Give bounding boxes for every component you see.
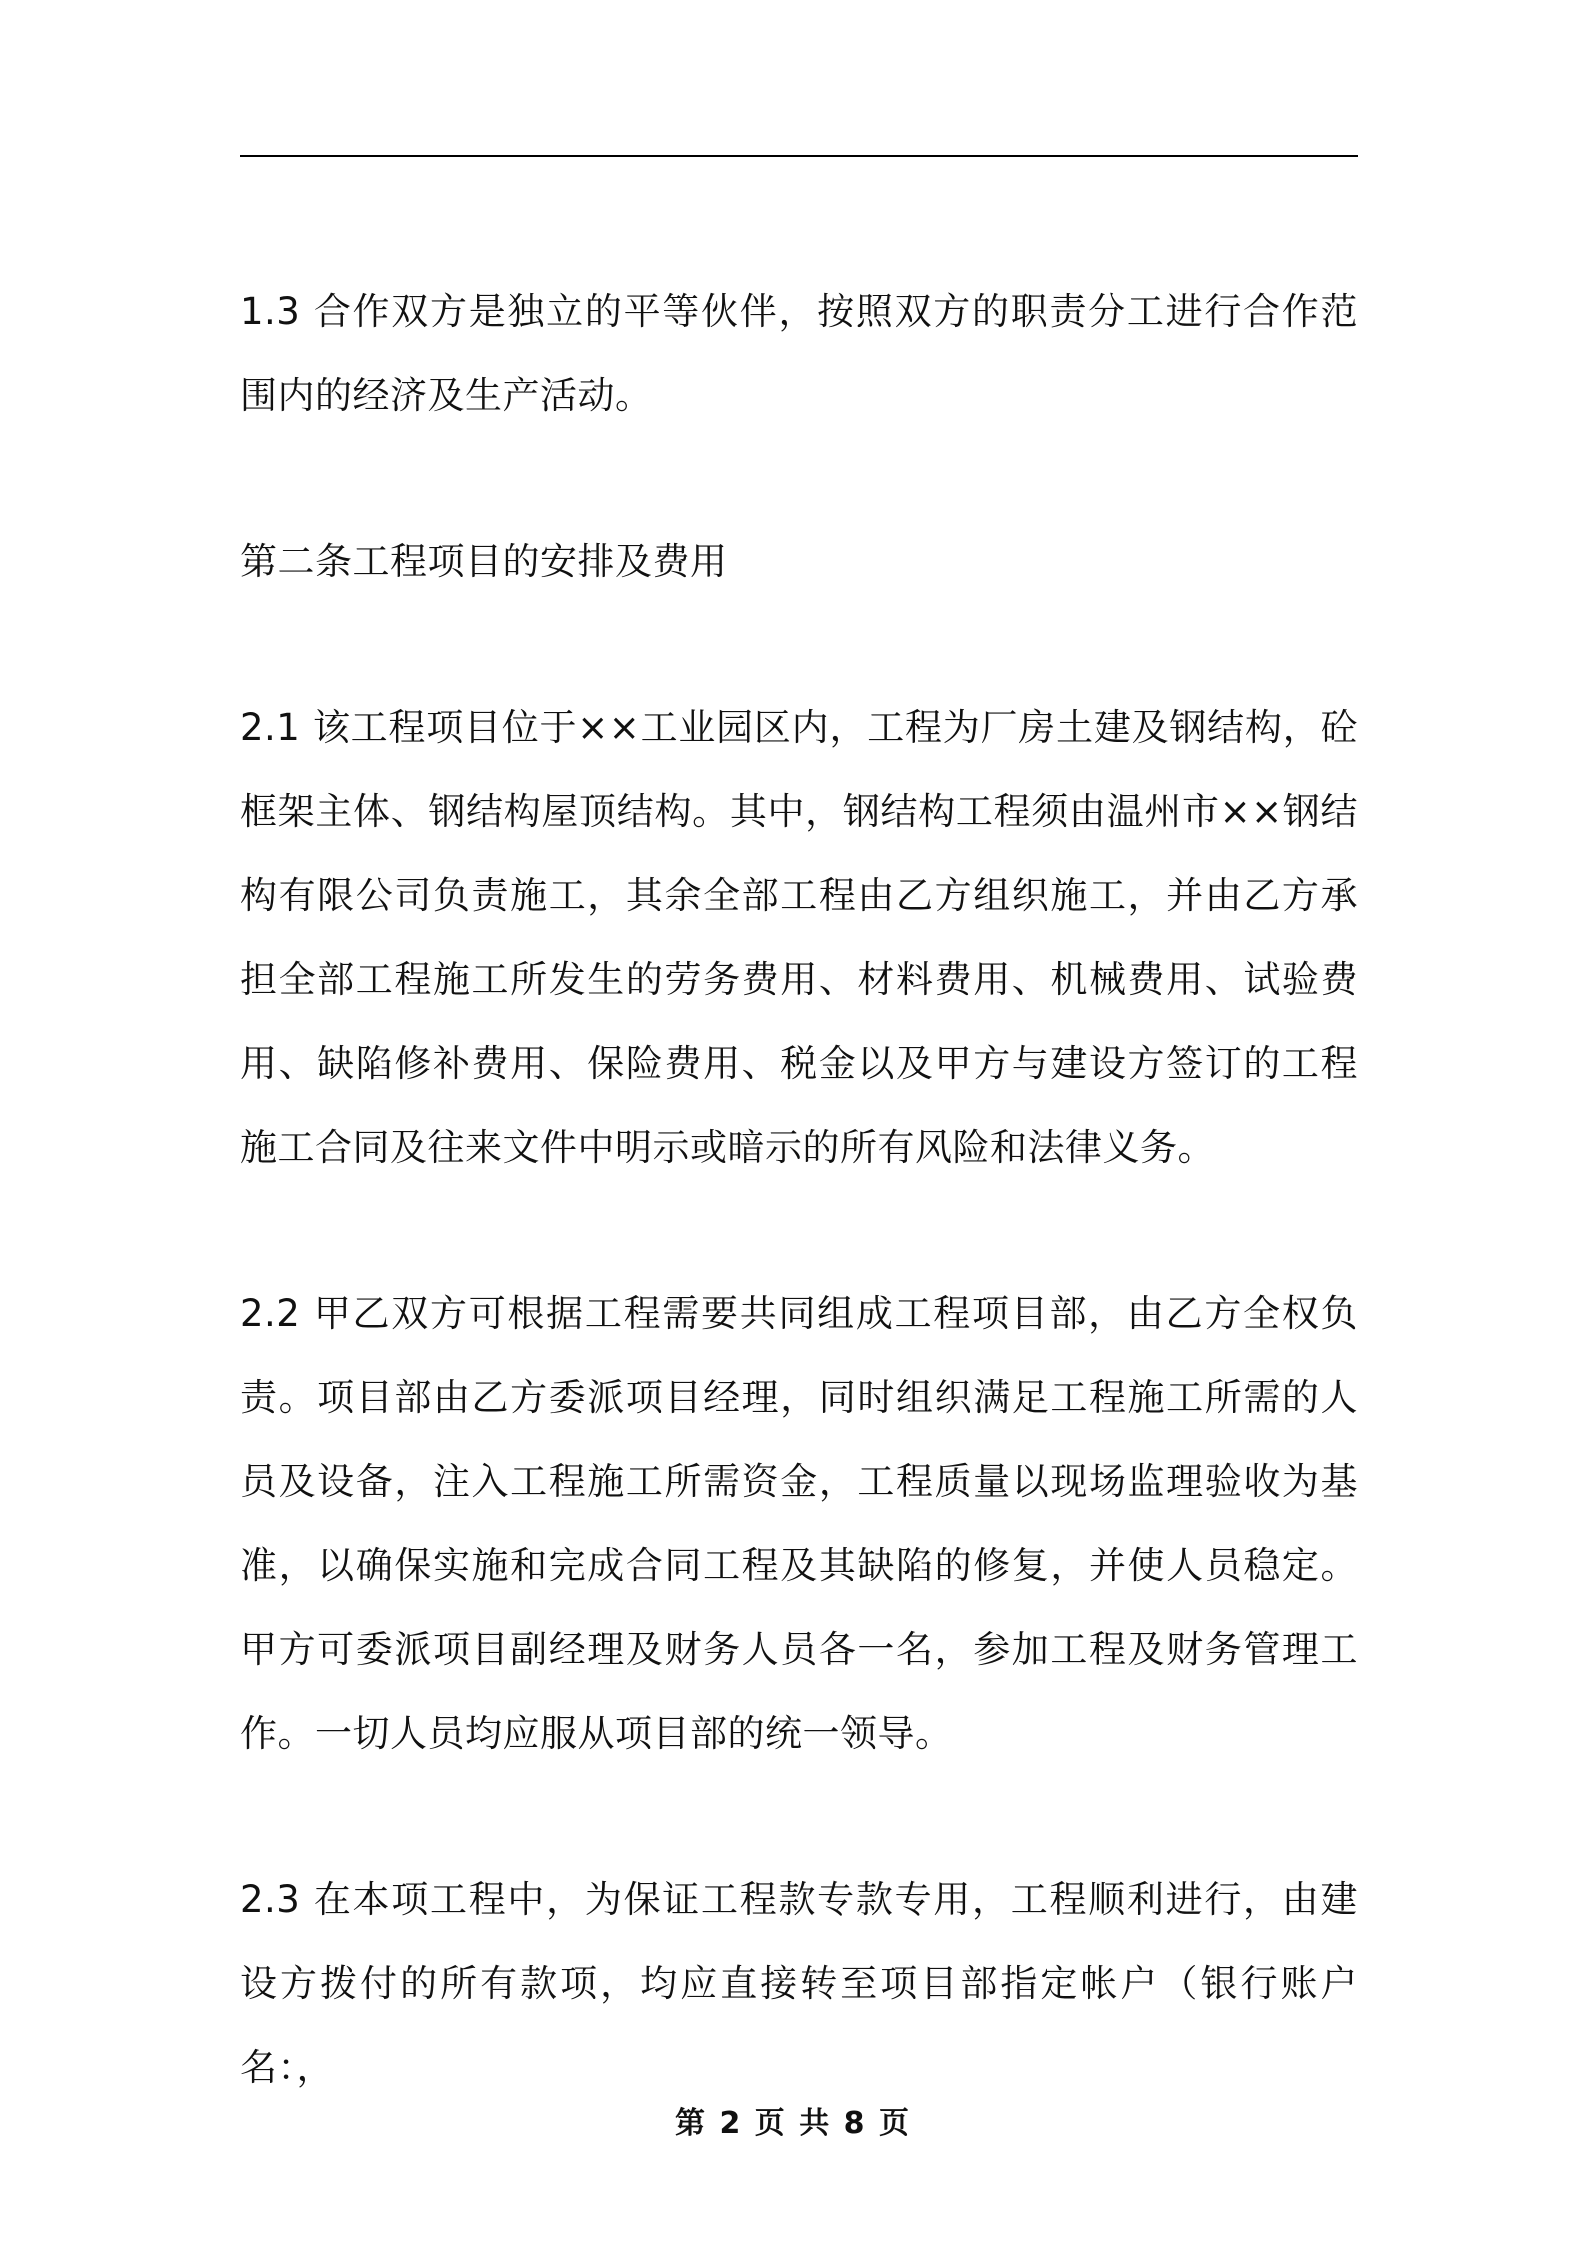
paragraph-2-1: 2.1 该工程项目位于××工业园区内，工程为厂房土建及钢结构，砼框架主体、钢结构屋顶结构。其中，钢结构工程须由温州市××钢结构有限公司负责施工，其余全部工程由乙方组织施工，并由乙方承担全部工程施工所发生的劳务费用、材料费用、机械费用、试验费用、缺陷修补费用、保险费用、税金以及甲方与建设方签订的工程施工合同及往来文件中明示或暗示的所有风险和法律义务。 (240, 706, 1358, 1169)
section-heading-2: 第二条工程项目的安排及费用 (240, 540, 728, 583)
paragraph-2-3: 2.3 在本项工程中，为保证工程款专款专用，工程顺利进行，由建设方拨付的所有款项，均应直接转至项目部指定帐户（银行账户名：， (240, 1878, 1358, 2089)
header-rule (240, 155, 1358, 157)
page-number-footer: 第 2 页 共 8 页 (675, 2106, 911, 2141)
paragraph-1-3: 1.3 合作双方是独立的平等伙伴，按照双方的职责分工进行合作范围内的经济及生产活动。 (240, 290, 1358, 417)
paragraph-2-2: 2.2 甲乙双方可根据工程需要共同组成工程项目部，由乙方全权负责。项目部由乙方委派项目经理，同时组织满足工程施工所需的人员及设备，注入工程施工所需资金，工程质量以现场监理验收为基准，以确保实施和完成合同工程及其缺陷的修复，并使人员稳定。甲方可委派项目副经理及财务人员各一名，参加工程及财务管理工作。一切人员均应服从项目部的统一领导。 (240, 1292, 1358, 1755)
document-body (240, 270, 1358, 2110)
